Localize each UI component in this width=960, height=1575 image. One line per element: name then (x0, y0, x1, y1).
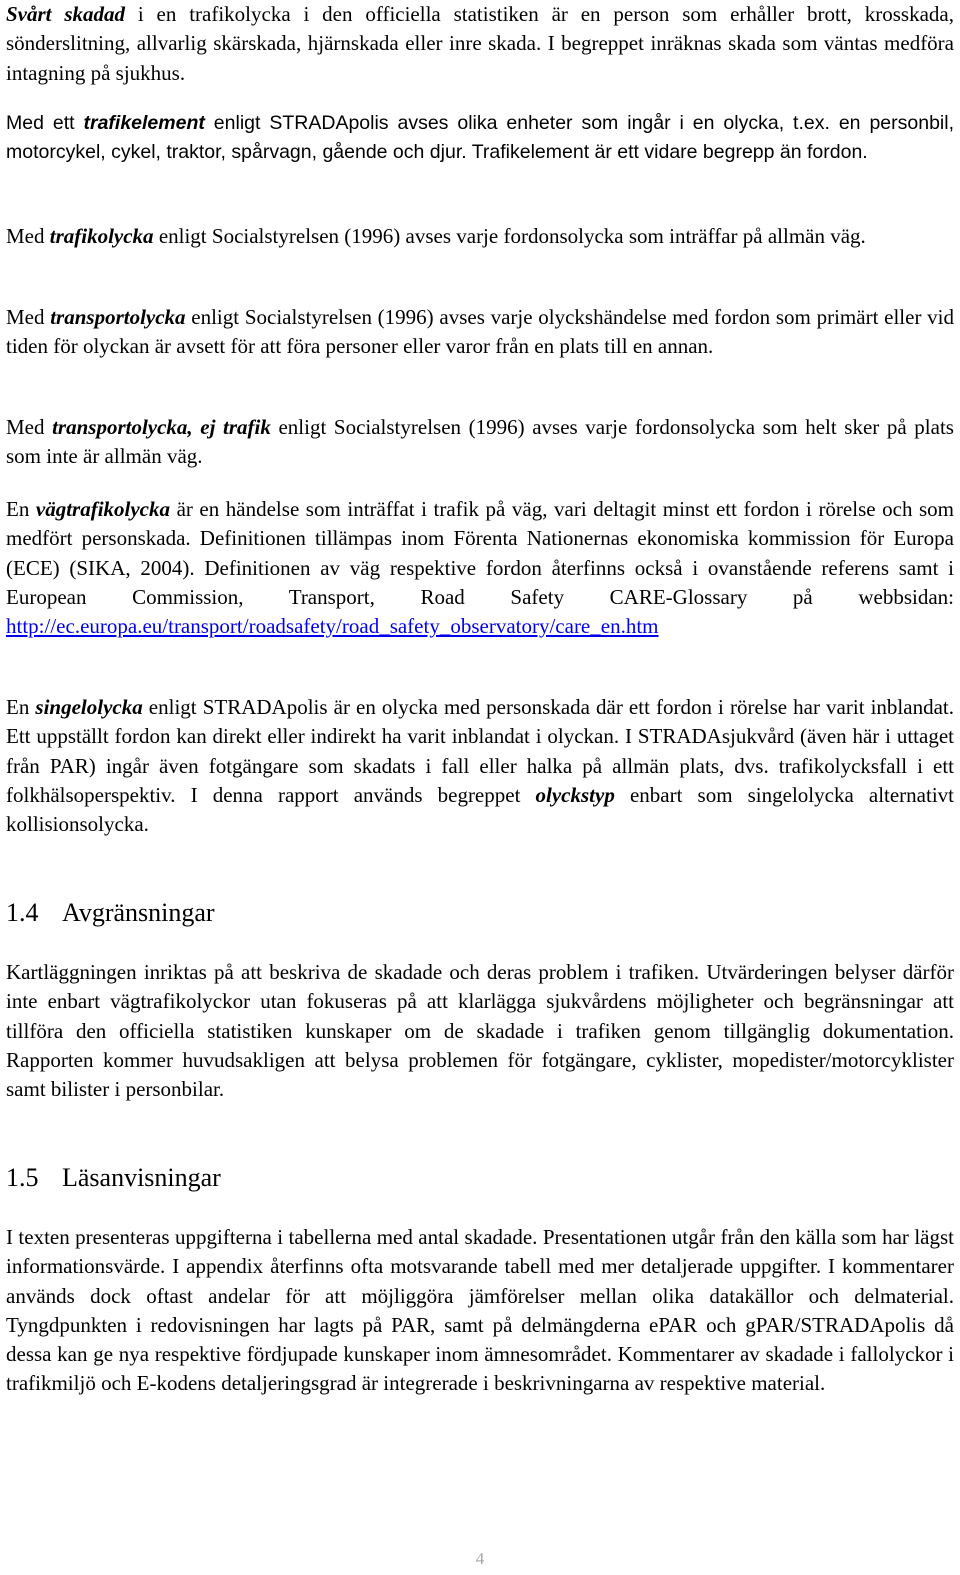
section-body-lasanvisningar: I texten presenteras uppgifterna i tabellerna med antal skadade. Presentationen utgår från den källa som har lägst informationsvärde. I appendix återfinns ofta motsvarande tabell med mer detaljerade uppgifter. I kommentarer används dock oftast andelar för att möjliggöra jämförelser mellan olika datakällor och delmaterial. Tyngdpunkten i redovisningen har lagts på PAR, samt på delmängderna ePAR och gPAR/STRADApolis då dessa kan ge nya respektive fördjupade kunskaper inom ämnesområdet. Kommentarer av skadade i fallolyckor i trafikmiljö och E-kodens detaljeringsgrad är integrerade i beskrivningarna av respektive material. (6, 1225, 954, 1396)
definition-text: enligt STRADApolis är en olycka med personskada där ett fordon i rörelse har varit inblandat. Ett uppställt fordon kan direkt eller indirekt ha varit inblandat i olyckan. I STRADAsjukvård (även här i uttaget från PAR) ingår även fotgängare som skadats i fall eller halka på allmän plats, dvs. trafikolycksfall i ett folkhälsoperspektiv. I denna rapport används begreppet (6, 695, 954, 807)
definition-text: i en trafikolycka i den officiella statistiken är en person som erhåller brott, krosskada, sönderslitning, allvarlig skärskada, hjärnskada eller inre skada. I begreppet inräknas skada som väntas medföra intagning på sjukhus. (6, 2, 955, 85)
definition-transportolycka-ej-trafik (6, 413, 954, 472)
definition-trafikelement (6, 109, 954, 168)
definition-svart-skadad (6, 0, 954, 88)
section-body-avgransningar: Kartläggningen inriktas på att beskriva de skadade och deras problem i trafiken. Utvärderingen belyser därför inte enbart vägtrafikolyckor utan fokuseras på att klarlägga sjukvårdens möjligheter och begränsningar att tillföra den officiella statistiken kunskaper om de skadade i trafiken genom tillgänglig dokumentation. Rapporten kommer huvudsakligen att belysa problemen för fotgängare, cyklister, mopedister/motorcyklister samt bilister i personbilar. (6, 960, 954, 1102)
term-trafikolycka: trafikolycka (49, 224, 154, 248)
definition-vagtrafikolycka (6, 495, 954, 641)
term-singelolycka: singelolycka (35, 695, 143, 719)
definition-text: enligt Socialstyrelsen (1996) avses varje fordonsolycka som helt sker på plats som inte är allmän väg. (6, 415, 954, 469)
term-transportolycka-ej-trafik: transportolycka, ej trafik (52, 415, 271, 439)
definition-trafikolycka (6, 222, 954, 251)
section-title: Avgränsningar (62, 898, 215, 927)
definition-prefix: Med ett (6, 112, 84, 134)
term-transportolycka: transportolycka (50, 305, 186, 329)
definition-prefix: En (6, 695, 36, 719)
definition-text: enligt Socialstyrelsen (1996) avses varje olyckshändelse med fordon som primärt eller vid tiden för olyckan är avsett för att föra personer eller varor från en plats till en annan. (6, 305, 954, 359)
term-olyckstyp: olyckstyp (535, 782, 615, 807)
definition-text: enbart som singelolycka alternativt kollisionsolycka. (6, 782, 954, 837)
page-number: 4 (475, 1549, 485, 1568)
definition-transportolycka (6, 303, 954, 362)
term-trafikelement: trafikelement (83, 112, 205, 134)
section-number: 1.4 (6, 898, 39, 927)
care-glossary-link[interactable]: http://ec.europa.eu/transport/roadsafety/road_safety_observatory/care_en.htm (6, 614, 659, 639)
definition-prefix: Med (6, 415, 53, 439)
definition-prefix: En (6, 497, 36, 521)
section-heading-lasanvisningar (6, 1163, 221, 1193)
definition-text: enligt Socialstyrelsen (1996) avses varje fordonsolycka som inträffar på allmän väg. (153, 224, 866, 248)
term-svart-skadad: Svårt skadad (6, 2, 126, 26)
section-number: 1.5 (6, 1163, 39, 1192)
section-heading-avgransningar (6, 898, 215, 928)
definition-prefix: Med (6, 305, 51, 329)
definition-prefix: Med (6, 224, 50, 248)
definition-singelolycka (6, 693, 954, 839)
definition-text: enligt STRADApolis avses olika enheter som ingår i en olycka, t.ex. en personbil, motorcykel, cykel, traktor, spårvagn, gående och djur. Trafikelement är ett vidare begrepp än fordon. (6, 112, 954, 164)
definition-text: är en händelse som inträffat i trafik på väg, vari deltagit minst ett fordon i rörelse och som medfört personskada. Definitionen tillämpas inom Förenta Nationernas ekonomiska kommission för Europa (ECE) (SIKA, 2004). Definitionen av väg respektive fordon återfinns också i ovanstående referens samt i European Commission, Transport, Road Safety CARE-Glossary på webbsidan: (6, 497, 954, 609)
section-title: Läsanvisningar (62, 1163, 221, 1192)
term-vagtrafikolycka: vägtrafikolycka (35, 497, 171, 521)
